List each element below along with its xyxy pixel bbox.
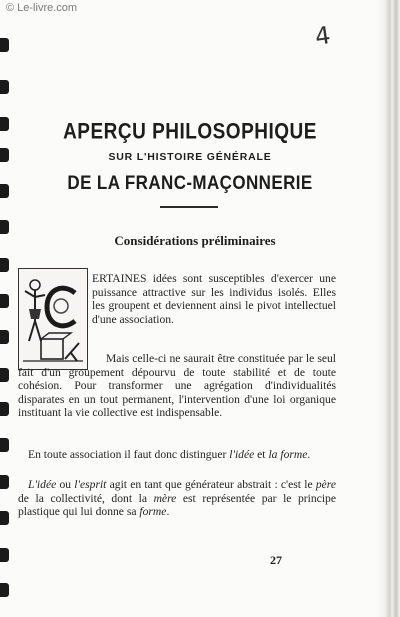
paragraph-1	[92, 272, 336, 326]
binding-hole	[0, 117, 9, 131]
paragraph-1-text: idées sont susceptibles d'exercer une puissance attractive sur les individus isolés. Elles les groupent et deviennent ainsi le pivot intellectuel d'une association.	[92, 272, 336, 326]
title-line-1: APERÇU PHILOSOPHIQUE	[63, 120, 317, 145]
emphasis-esprit: l'esprit	[74, 478, 107, 491]
binding-hole	[0, 438, 9, 452]
binding-hole	[0, 80, 9, 94]
title-line-3: DE LA FRANC-MAÇONNERIE	[67, 171, 313, 194]
emphasis-idee: L'idée	[28, 478, 57, 491]
binding-hole	[0, 148, 9, 162]
page-number: 27	[270, 553, 282, 567]
binding-hole	[0, 220, 9, 234]
emphasis-forme: forme	[139, 505, 167, 519]
emphasis-pere: père	[315, 478, 336, 491]
paragraph-4-text: .	[166, 505, 170, 519]
binding-hole	[0, 511, 9, 525]
paragraph-4	[18, 478, 336, 519]
binding-hole	[0, 38, 9, 52]
handwritten-margin-mark: 4	[313, 21, 333, 51]
paragraph-4-text: ou	[56, 478, 75, 491]
binding-hole	[0, 583, 9, 597]
paragraph-3	[18, 448, 336, 462]
paragraph-3-text: .	[307, 448, 311, 461]
title-rule	[160, 206, 218, 208]
emphasis-idee: l'idée	[229, 448, 255, 461]
paragraph-4-text: agit en tant que générateur abstrait : c'est le	[106, 478, 316, 491]
watermark: © Le-livre.com	[6, 2, 78, 14]
emphasis-mere: mère	[153, 491, 177, 505]
paragraph-4-text: de la collectivité, dont la	[18, 491, 154, 505]
right-page-shadow	[376, 0, 386, 617]
title-line-2: SUR L'HISTOIRE GÉNÉRALE	[108, 151, 272, 163]
paragraph-4-text: est représentée par le principe plastique qui lui donne sa	[18, 491, 336, 519]
section-heading: Considérations préliminaires	[114, 233, 276, 248]
binding-hole	[0, 258, 9, 272]
right-page-edge	[386, 0, 400, 617]
binding-hole	[0, 475, 9, 489]
paragraph-1-lead-word: ERTAINES	[92, 272, 147, 285]
binding-hole	[0, 402, 9, 416]
binding-hole	[0, 294, 9, 308]
binding-hole	[0, 548, 9, 562]
paragraph-3-text: En toute association il faut donc distinguer	[28, 448, 230, 461]
paragraph-2: Mais celle-ci ne saurait être constituée par le seul fait d'un groupement dépourvu de toute stabilité et de toute cohésion. Pour transformer une agrégation d'individualités disparates en un tout permanent, l'intervention d'une loi organique instituant la vie collective est indispensable.	[18, 352, 336, 420]
emphasis-forme: la forme	[268, 448, 308, 461]
binding-edge	[0, 0, 12, 617]
binding-hole	[0, 330, 9, 344]
binding-hole	[0, 368, 9, 382]
binding-hole	[0, 184, 9, 198]
paragraph-3-text: et	[254, 448, 269, 461]
